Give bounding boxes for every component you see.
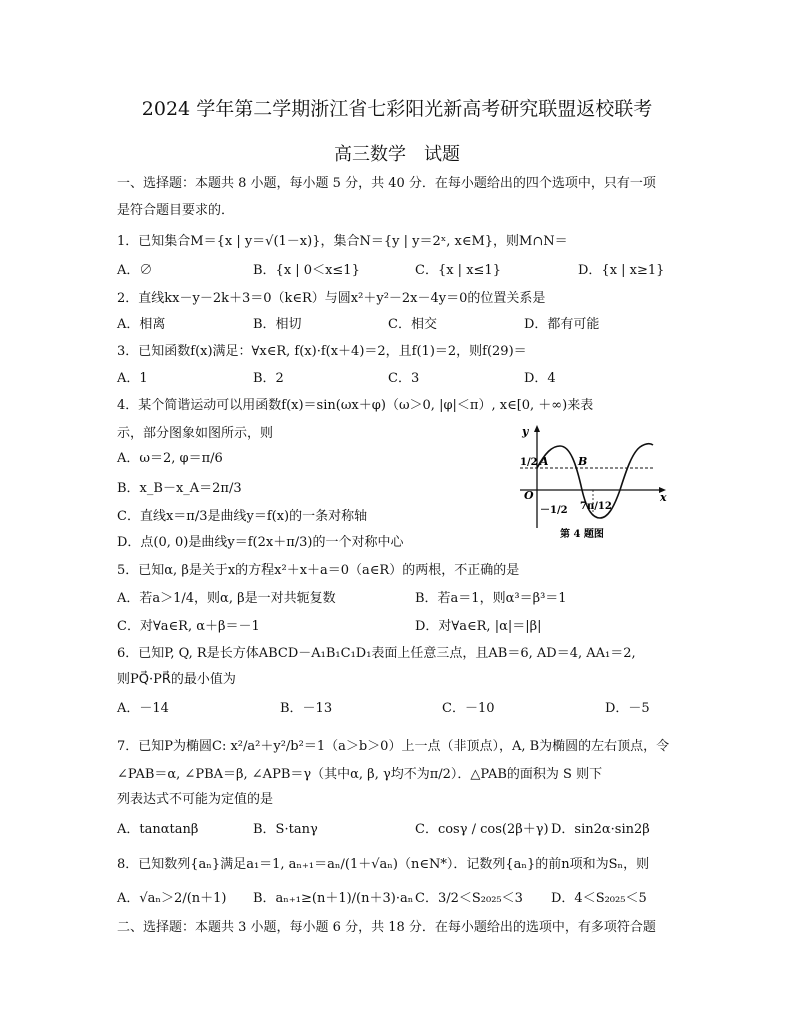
- q5-option-c: C．对∀a∈R, α＋β＝－1: [117, 619, 260, 634]
- q2-option-b: B．相切: [253, 317, 302, 332]
- q2-option-c: C．相交: [388, 317, 437, 332]
- q4-option-b: B．x_B－x_A＝2π/3: [117, 481, 242, 496]
- q4-stem: 4．某个简谐运动可以用函数f(x)＝sin(ωx＋φ)（ω＞0, |φ|＜π）, x∈[0, ＋∞)来表: [117, 398, 594, 413]
- section1-heading: 一、选择题：本题共 8 小题，每小题 5 分，共 40 分．在每小题给出的四个选项中，只有一项: [117, 176, 656, 191]
- q1-option-d: D．{x | x≥1}: [578, 263, 665, 278]
- exam-title: 2024 学年第二学期浙江省七彩阳光新高考研究联盟返校联考: [141, 98, 653, 120]
- q6-option-d: D．－5: [605, 701, 650, 716]
- q3-option-c: C．3: [388, 371, 420, 386]
- section1-heading-cont: 是符合题目要求的．: [117, 203, 235, 218]
- q5-stem: 5．已知α, β是关于x的方程x²＋x＋a＝0（a∈R）的两根，不正确的是: [117, 563, 520, 578]
- q5-option-d: D．对∀a∈R, |α|＝|β|: [415, 619, 542, 634]
- q5-option-b: B．若a＝1，则α³＝β³＝1: [415, 591, 567, 606]
- q4-option-d: D．点(0, 0)是曲线y＝f(2x＋π/3)的一个对称中心: [117, 535, 404, 550]
- section2-heading: 二、选择题：本题共 3 小题，每小题 6 分，共 18 分．在每小题给出的选项中，有多项符合题: [117, 920, 656, 935]
- y-axis-arrow-icon: [534, 425, 540, 432]
- q8-option-c: C．3/2＜S₂₀₂₅＜3: [415, 891, 523, 906]
- y-axis-label: y: [522, 425, 529, 438]
- figure-caption: 第 4 题图: [560, 529, 604, 540]
- q6-stem: 6．已知P, Q, R是长方体ABCD－A₁B₁C₁D₁表面上任意三点，且AB＝6, AD＝4, AA₁＝2,: [117, 646, 636, 661]
- point-a-label: A: [540, 455, 549, 468]
- q1-option-c: C．{x | x≤1}: [415, 263, 501, 278]
- q7-stem: 7．已知P为椭圆C: x²/a²＋y²/b²＝1（a＞b＞0）上一点（非顶点），A, B为椭圆的左右顶点，令: [117, 739, 670, 754]
- q7-option-d: D．sin2α·sin2β: [551, 822, 650, 837]
- q8-option-d: D．4＜S₂₀₂₅＜5: [551, 891, 647, 906]
- q8-option-a: A．√aₙ＞2/(n＋1): [117, 891, 227, 906]
- q4-stem-cont: 示，部分图象如图所示，则: [117, 426, 274, 441]
- tick-label-7pi12: 7π/12: [580, 501, 612, 512]
- q7-option-a: A．tanαtanβ: [117, 822, 199, 837]
- q1-stem: 1．已知集合M＝{x | y＝√(1－x)}，集合N＝{y | y＝2ˣ, x∈M}，则M∩N＝: [117, 234, 568, 249]
- q2-option-d: D．都有可能: [524, 317, 600, 332]
- q8-option-b: B．aₙ₊₁≥(n＋1)/(n＋3)·aₙ: [253, 891, 414, 906]
- point-b-label: B: [578, 455, 588, 468]
- q2-stem: 2．直线kx－y－2k＋3＝0（k∈R）与圆x²＋y²－2x－4y＝0的位置关系是: [117, 291, 546, 306]
- half-label: 1/2: [520, 457, 538, 468]
- exam-subtitle: 高三数学 试题: [334, 144, 460, 165]
- q6-option-c: C．－10: [442, 701, 495, 716]
- q4-option-a: A．ω＝2, φ＝π/6: [117, 451, 223, 466]
- q6-option-b: B．－13: [280, 701, 333, 716]
- q1-option-a: A．∅: [117, 263, 153, 278]
- q6-option-a: A．－14: [117, 701, 169, 716]
- x-axis-label: x: [660, 491, 667, 504]
- q8-stem: 8．已知数列{aₙ}满足a₁＝1, aₙ₊₁＝aₙ/(1＋√aₙ)（n∈N*）．记数列{aₙ}的前n项和为Sₙ，则: [117, 857, 650, 872]
- q1-option-b: B．{x | 0＜x≤1}: [253, 263, 360, 278]
- q3-stem: 3．已知函数f(x)满足：∀x∈R, f(x)·f(x＋4)＝2，且f(1)＝2，则f(29)＝: [117, 344, 527, 359]
- q4-option-c: C．直线x＝π/3是曲线y＝f(x)的一条对称轴: [117, 509, 368, 524]
- neg-half-label: －1/2: [540, 505, 568, 516]
- q7-stem-cont: ∠PAB＝α, ∠PBA＝β, ∠APB＝γ（其中α, β, γ均不为π/2）．△PAB的面积为 S 则下: [117, 767, 603, 782]
- origin-label: O: [524, 489, 534, 502]
- q7-stem-cont2: 列表达式不可能为定值的是: [117, 792, 274, 807]
- q6-stem-cont: 则PQ⃗·PR⃗的最小值为: [117, 672, 236, 687]
- q3-option-a: A．1: [117, 371, 148, 386]
- q3-option-d: D．4: [524, 371, 556, 386]
- q7-option-b: B．S·tanγ: [253, 822, 318, 837]
- q3-option-b: B．2: [253, 371, 284, 386]
- q4-figure: [510, 423, 670, 543]
- q7-option-c: C．cosγ / cos(2β＋γ): [415, 822, 549, 837]
- q5-option-a: A．若a＞1/4，则α, β是一对共轭复数: [117, 591, 336, 606]
- q2-option-a: A．相离: [117, 317, 166, 332]
